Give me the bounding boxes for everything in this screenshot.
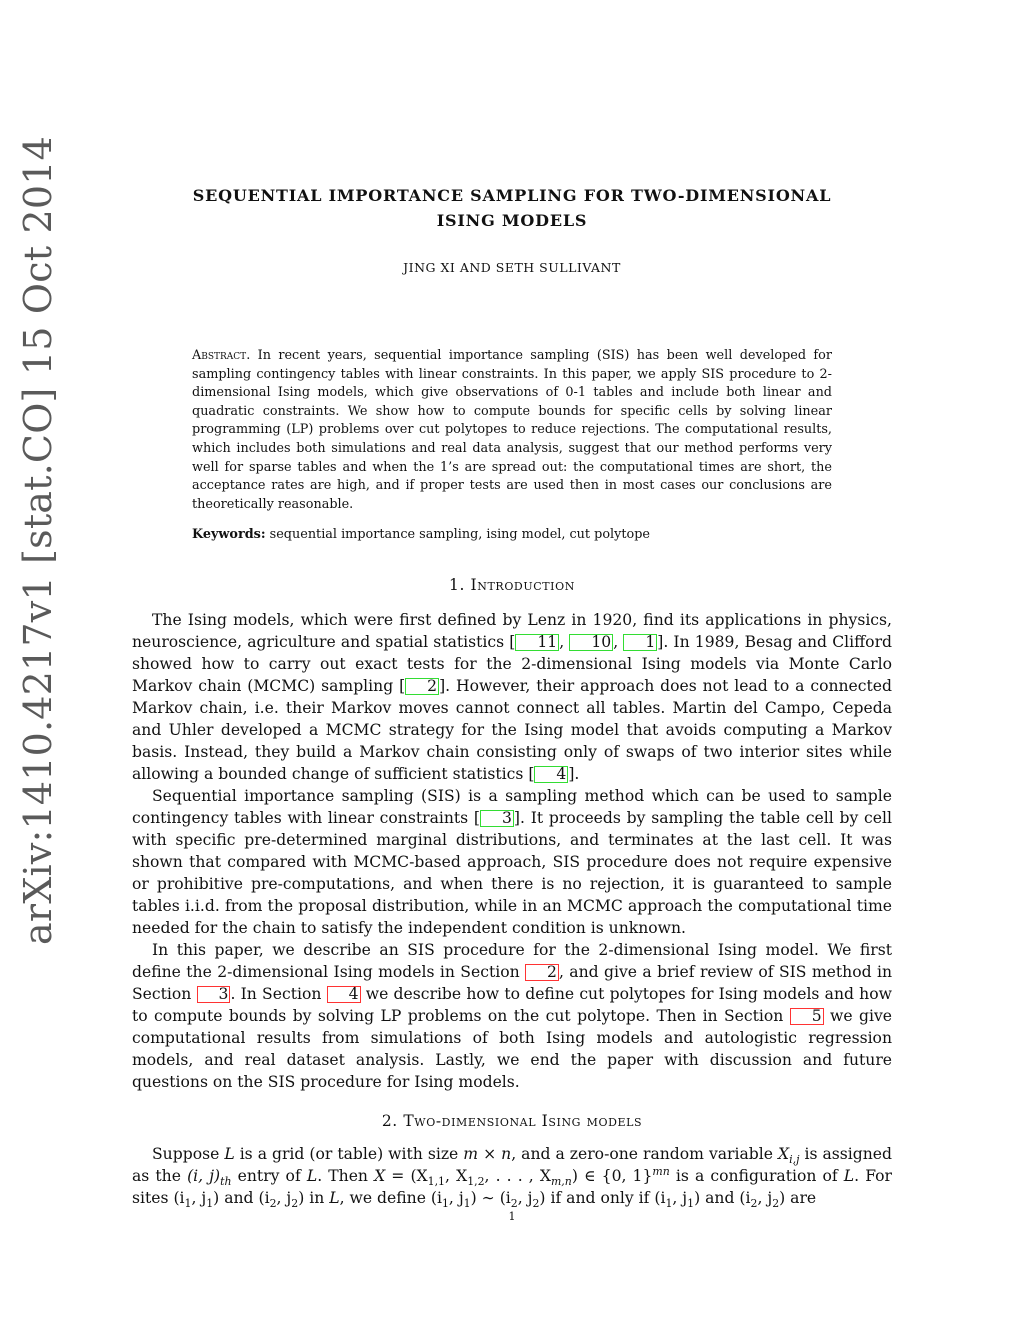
section-reference-link[interactable]: 3 [197,986,231,1003]
citation-link[interactable]: 11 [515,634,559,651]
citation-link[interactable]: 1 [623,634,657,651]
citation-link[interactable]: 2 [405,678,439,695]
keywords-text: sequential importance sampling, ising model, cut polytope [269,527,650,542]
ising-models-body [132,1143,892,1209]
abstract-heading: Abstract. [192,348,251,363]
ising-paragraph-1: Suppose L is a grid (or table) with size m × n, and a zero-one random variable $X_{i,j}$ is assigned as the (i, $j)_{th}$ entry of L. Then $X = (X_{1,1}$, $X_{1,2}$, . . . , $X_{m,n}$) ∈ {0, 1}$^{mn}$ is a configuration of L. For sites ($i_1$, $j_1$) and ($i_2$, $j_2$) in L, we define ($i_1$, $j_1$) ∼ ($i_2$, $j_2$) if and only if ($i_1$, $j_1$) and ($i_2$, $j_2$) are [132,1145,893,1211]
abstract-text: In recent years, sequential importance sampling (SIS) has been well developed for sampling contingency tables with linear constraints. In this paper, we apply SIS procedure to 2-dimensional Ising models, which give observations of 0-1 tables and include both linear and quadratic constraints. We show how to compute bounds for specific cells by solving linear programming (LP) problems over cut polytopes to reduce rejections. The computational results, which includes both simulations and real data analysis, suggest that our method performs very well for sparse tables and when the 1’s are spread out: the computational times are short, the acceptance rates are high, and if proper tests are used then in most cases our conclusions are theoretically reasonable. [192,348,832,512]
intro-paragraph-3: In this paper, we describe an SIS procedure for the 2-dimensional Ising model. We first define the 2-dimensional Ising models in Section 2 , and give a brief review of SIS method in Section 3 . In Section 4 we describe how to define cut polytopes for Ising models and how to compute bounds by solving LP problems on the cut polytope. Then in Section 5 we give computational results from simulations of both Ising models and autologistic regression models, and real dataset analysis. Lastly, we end the paper with discussion and future questions on the SIS procedure for Ising models. [132,941,892,1091]
paper-authors: JING XI AND SETH SULLIVANT [403,260,621,275]
introduction-body [132,609,892,1093]
abstract [192,347,832,514]
intro-paragraph-1: The Ising models, which were first defined by Lenz in 1920, find its applications in physics, neuroscience, agriculture and spatial statistics [ 11 , 10 , 1 ]. In 1989, Besag and Clifford showed how to carry out exact tests for the 2-dimensional Ising models via Monte Carlo Markov chain (MCMC) sampling [ 2 ]. However, their approach does not lead to a connected Markov chain, i.e. their Markov moves cannot connect all tables. Martin del Campo, Cepeda and Uhler developed a MCMC strategy for the Ising model that avoids computing a Markov basis. Instead, they build a Markov chain consisting only of swaps of two interior sites while allowing a bounded change of sufficient statistics [ 4 ]. [132,611,892,783]
keywords [192,526,832,544]
citation-link[interactable]: 3 [480,810,514,827]
intro-paragraph-2: Sequential importance sampling (SIS) is a sampling method which can be used to sample contingency tables with linear constraints [ 3 ]. It proceeds by sampling the table cell by cell with specific pre-determined marginal distributions, and terminates at the last cell. It was shown that compared with MCMC-based approach, SIS procedure does not require expensive or prohibitive pre-computations, and when there is no rejection, it is guaranteed to sample tables i.i.d. from the proposal distribution, while in an MCMC approach the computational time needed for the chain to satisfy the independent condition is unknown. [132,787,892,937]
citation-link[interactable]: 10 [569,634,613,651]
section-heading-ising-models: 2. Two-dimensional Ising models [381,1112,643,1130]
arxiv-identifier: arXiv:1410.4217v1 [stat.CO] 15 Oct 2014 [16,136,60,945]
page-number: 1 [508,1210,516,1223]
section-reference-link[interactable]: 4 [327,986,361,1003]
keywords-label: Keywords: [192,527,266,542]
citation-link[interactable]: 4 [534,766,568,783]
section-reference-link[interactable]: 5 [790,1008,824,1025]
paper-title [140,183,884,233]
section-heading-introduction: 1. Introduction [449,576,575,594]
section-reference-link[interactable]: 2 [525,964,559,981]
title-line-2: ISING MODELS [436,211,588,230]
title-line-1: SEQUENTIAL IMPORTANCE SAMPLING FOR TWO-DIMENSIONAL [192,186,832,205]
